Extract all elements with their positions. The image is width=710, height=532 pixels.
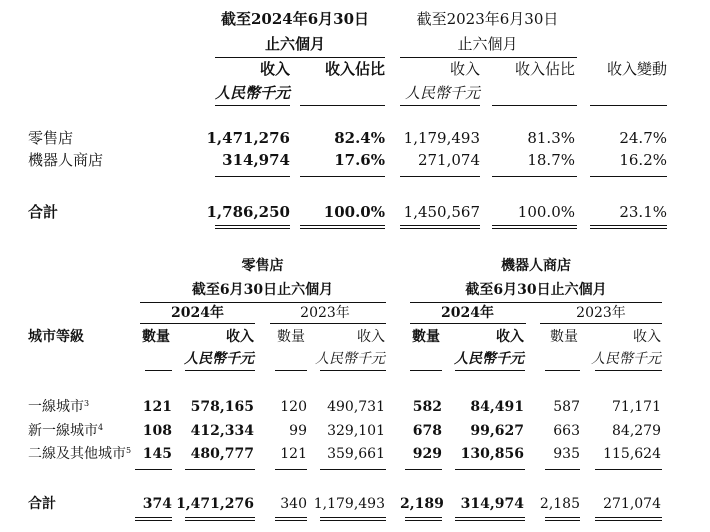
cell: 16.2% — [619, 151, 667, 169]
unit-header: 人民幣千元 — [184, 351, 254, 367]
cell: 99,627 — [470, 423, 524, 439]
row-label: 二線及其他城市$^5$ — [28, 446, 132, 462]
cell: 663 — [553, 423, 580, 439]
cell: 374 — [142, 496, 172, 512]
cell: 582 — [412, 399, 442, 415]
cell: 130,856 — [460, 446, 524, 462]
count-header: 數量 — [277, 329, 305, 345]
unit-2023: 人民幣千元 — [404, 84, 480, 102]
cell: 929 — [412, 446, 442, 462]
cell: 329,101 — [327, 423, 385, 439]
cell: 18.7% — [527, 151, 575, 169]
cell: 81.3% — [527, 129, 575, 147]
cell: 1,471,276 — [176, 496, 254, 512]
revenue-2023-header: 收入 — [449, 60, 480, 78]
cell: 1,179,493 — [313, 496, 385, 512]
group-retail-header: 零售店 — [241, 258, 284, 274]
cell: 71,171 — [612, 399, 661, 415]
count-header: 數量 — [550, 329, 578, 345]
cell: 24.7% — [619, 129, 667, 147]
period-robot-header: 截至6月30日止六個月 — [465, 282, 607, 298]
cell: 490,731 — [327, 399, 385, 415]
count-header: 數量 — [412, 329, 440, 345]
row-label: 新一線城市$^4$ — [28, 423, 104, 439]
period-2024-header: 截至2024年6月30日 — [220, 10, 370, 28]
unit-header: 人民幣千元 — [315, 351, 385, 367]
cell: 17.6% — [334, 151, 385, 169]
six-months-2023-header: 止六個月 — [457, 35, 518, 53]
cell: 412,334 — [190, 423, 254, 439]
row-label: 機器人商店 — [28, 151, 104, 169]
cell: 100.0% — [323, 203, 385, 221]
row-label: 一線城市$^3$ — [28, 399, 90, 415]
group-robot-header: 機器人商店 — [501, 258, 571, 274]
cell: 100.0% — [517, 203, 575, 221]
cell: 2,185 — [539, 496, 580, 512]
cell: 2,189 — [400, 496, 444, 512]
cell: 121 — [142, 399, 172, 415]
cell: 120 — [280, 399, 307, 415]
unit-header: 人民幣千元 — [591, 351, 661, 367]
revenue-header: 收入 — [496, 329, 524, 345]
year-2023-retail: 2023年 — [300, 305, 350, 321]
cell: 578,165 — [190, 399, 254, 415]
cell: 480,777 — [190, 446, 254, 462]
cell: 82.4% — [334, 129, 385, 147]
cell: 115,624 — [603, 446, 661, 462]
unit-2024: 人民幣千元 — [214, 84, 290, 102]
cell: 1,179,493 — [403, 129, 480, 147]
cell: 108 — [142, 423, 172, 439]
revenue-header: 收入 — [357, 329, 385, 345]
total-label: 合計 — [28, 496, 56, 512]
revenue-2024-header: 收入 — [259, 60, 290, 78]
cell: 359,661 — [327, 446, 385, 462]
share-2024-header: 收入佔比 — [324, 60, 385, 78]
cell: 1,471,276 — [206, 129, 290, 147]
count-header: 數量 — [142, 329, 170, 345]
year-2024-retail: 2024年 — [171, 305, 224, 321]
city-tier-header: 城市等級 — [28, 329, 84, 345]
cell: 99 — [289, 423, 307, 439]
unit-header: 人民幣千元 — [454, 351, 524, 367]
share-2023-header: 收入佔比 — [514, 60, 575, 78]
year-2023-robot: 2023年 — [576, 305, 626, 321]
cell: 145 — [142, 446, 172, 462]
cell: 23.1% — [619, 203, 667, 221]
cell: 935 — [553, 446, 580, 462]
six-months-2024-header: 止六個月 — [264, 35, 325, 53]
revenue-header: 收入 — [633, 329, 661, 345]
cell: 340 — [280, 496, 307, 512]
cell: 84,279 — [612, 423, 661, 439]
year-2024-robot: 2024年 — [441, 305, 494, 321]
cell: 314,974 — [222, 151, 290, 169]
cell: 271,074 — [603, 496, 661, 512]
period-retail-header: 截至6月30日止六個月 — [191, 282, 334, 298]
cell: 271,074 — [417, 151, 480, 169]
revenue-header: 收入 — [226, 329, 254, 345]
cell: 1,786,250 — [206, 203, 290, 221]
cell: 1,450,567 — [403, 203, 480, 221]
cell: 678 — [412, 423, 442, 439]
total-label: 合計 — [28, 203, 59, 221]
row-label: 零售店 — [28, 129, 74, 147]
cell: 84,491 — [470, 399, 524, 415]
period-2023-header: 截至2023年6月30日 — [416, 10, 559, 28]
change-header: 收入變動 — [606, 60, 667, 78]
cell: 587 — [553, 399, 580, 415]
cell: 121 — [280, 446, 307, 462]
cell: 314,974 — [460, 496, 524, 512]
